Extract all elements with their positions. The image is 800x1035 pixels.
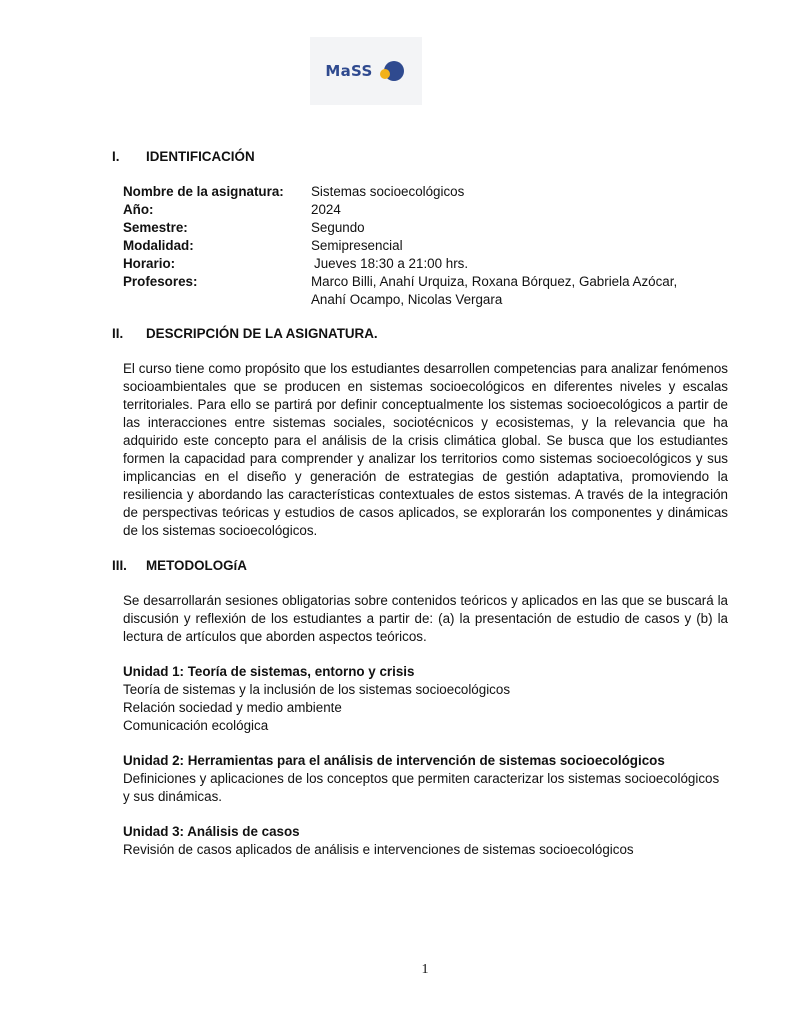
section-identification-heading	[108, 148, 728, 166]
section-description-heading	[108, 325, 728, 343]
id-label: Nombre de la asignatura:	[123, 184, 284, 199]
section-title: DESCRIPCIÓN DE LA ASIGNATURA.	[146, 326, 378, 341]
id-label: Modalidad:	[123, 238, 194, 253]
logo	[310, 37, 422, 105]
id-row-professors	[123, 273, 728, 309]
section-methodology-heading	[108, 557, 728, 575]
unit-line: Relación sociedad y medio ambiente	[123, 700, 342, 715]
unit-title: Unidad 1: Teoría de sistemas, entorno y crisis	[123, 664, 415, 679]
id-value: Jueves 18:30 a 21:00 hrs.	[314, 256, 469, 271]
id-row-modality	[123, 237, 728, 255]
id-row-semester	[123, 219, 728, 237]
id-label: Horario:	[123, 256, 176, 271]
unit-line: Definiciones y aplicaciones de los conceptos que permiten caracterizar los sistemas socioecológicos y sus dinámicas.	[123, 771, 720, 804]
id-row-schedule	[123, 255, 728, 273]
logo-mark-icon	[377, 58, 407, 84]
unit-title: Unidad 3: Análisis de casos	[123, 824, 300, 839]
section-title: IDENTIFICACIÓN	[146, 149, 255, 164]
id-value: Marco Billi, Anahí Urquiza, Roxana Bórquez, Gabriela Azócar, Anahí Ocampo, Nicolas Vergara	[311, 274, 678, 307]
section-number: III.	[112, 558, 127, 573]
logo-dot	[380, 69, 390, 79]
description-paragraph: El curso tiene como propósito que los estudiantes desarrollen competencias para analizar fenómenos socioambientales que se producen en sistemas socioecológicos en diferentes niveles y escalas territoriales. Para ello se partirá por definir conceptualmente los sistemas socioecológicos a partir de las interacciones entre sistemas sociales, sociotécnicos y ecosistemas, y la relevancia que ha adquirido este concepto para el análisis de la crisis climática global. Se busca que los estudiantes formen la capacidad para comprender y analizar los territorios como sistemas socioecológicos y sus implicancias en el diseño y generación de estrategias de gestión adaptativa, promoviendo la resiliencia y abordando las características contextuales de estos sistemas. A través de la integración de perspectivas teóricas y estudios de casos aplicados, se explorarán los componentes y dinámicas de los sistemas socioecológicos.	[123, 361, 728, 538]
section-number: II.	[112, 326, 124, 341]
unit-line: Teoría de sistemas y la inclusión de los sistemas socioecológicos	[123, 682, 511, 697]
section-number: I.	[112, 149, 120, 164]
logo-text: MaSS	[325, 62, 373, 80]
id-label: Año:	[123, 202, 154, 217]
id-label: Semestre:	[123, 220, 188, 235]
unit-line: Revisión de casos aplicados de análisis e intervenciones de sistemas socioecológicos	[123, 842, 634, 857]
document-body	[108, 148, 728, 876]
methodology-paragraph: Se desarrollarán sesiones obligatorias sobre contenidos teóricos y aplicados en las que se buscará la discusión y reflexión de los estudiantes a partir de: (a) la presentación de estudio de casos y (b) la lectura de artículos que aborden aspectos teóricos.	[123, 593, 728, 644]
page-number: 1	[421, 962, 429, 977]
id-row-year	[123, 201, 728, 219]
id-label: Profesores:	[123, 274, 198, 289]
identification-table	[123, 183, 728, 309]
id-value: Sistemas socioecológicos	[311, 184, 465, 199]
id-value: 2024	[311, 202, 341, 217]
unit-2	[123, 752, 728, 806]
unit-title: Unidad 2: Herramientas para el análisis de intervención de sistemas socioecológicos	[123, 753, 665, 768]
unit-3	[123, 823, 728, 859]
id-row-course-name	[123, 183, 728, 201]
unit-line: Comunicación ecológica	[123, 718, 269, 733]
id-value: Semipresencial	[311, 238, 403, 253]
unit-1	[123, 663, 728, 735]
section-title: METODOLOGíA	[146, 558, 247, 573]
id-value: Segundo	[311, 220, 365, 235]
